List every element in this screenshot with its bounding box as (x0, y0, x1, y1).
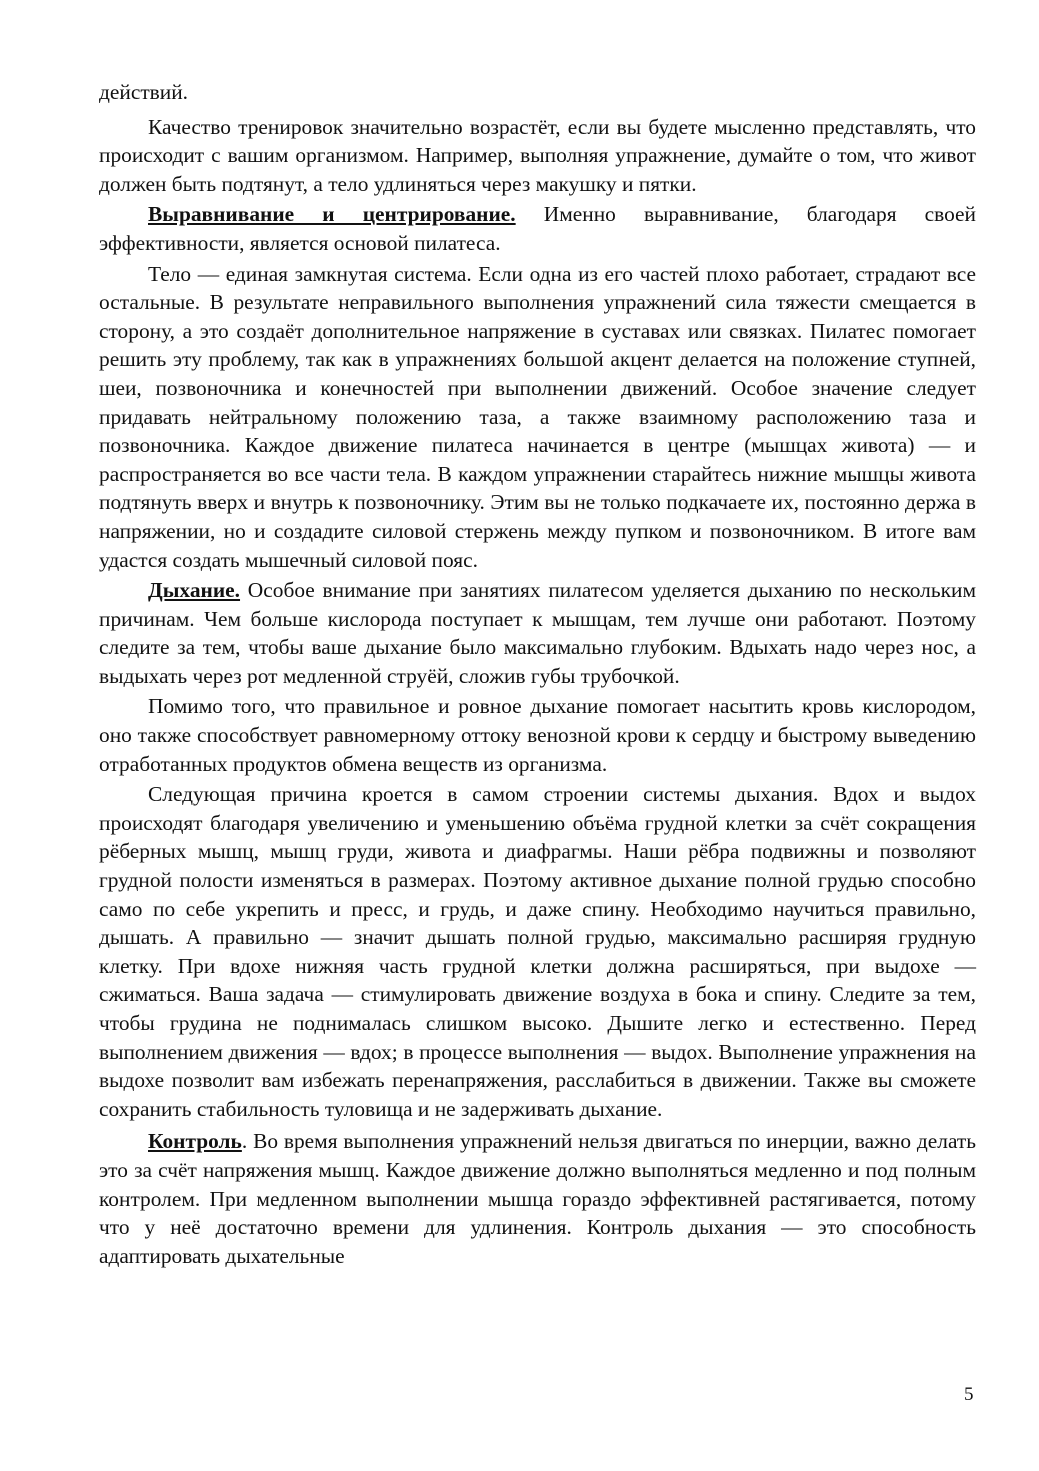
paragraph-text: Тело — единая замкнутая система. Если одна из его частей плохо работает, страдают все остальные. В результате неправильного выполнения упражнений сила тяжести смещается в сторону, а это создаёт дополнительное напряжение в суставах или связках. Пилатес помогает решить эту проблему, так как в упражнениях большой акцент делается на положение ступней, шеи, позвоночника и конечностей при выполнении движений. Особое значение следует придавать нейтральному положению таза, а также взаимному расположению таза и позвоночника. Каждое движение пилатеса начинается в центре (мышцах живота) — и распространяется во все части тела. В каждом упражнении старайтесь нижние мышцы живота подтянуть вверх и внутрь к позвоночнику. Этим вы не только подкачаете их, постоянно держа в напряжении, но и создадите силовой стержень между пупком и позвоночником. В итоге вам удастся создать мышечный силовой пояс. (99, 261, 976, 572)
paragraph-oxygen (99, 692, 976, 778)
paragraph-text: Именно выравнивание, благодаря своей эффективности, является основой пилатеса. (99, 202, 976, 255)
paragraph-text: Качество тренировок значительно возрастёт, если вы будете мысленно представлять, что происходит с вашим организмом. Например, выполняя упражнение, думайте о том, что живот должен быть подтянут, а тело удлиняться через макушку и пятки. (99, 114, 976, 196)
paragraph-control (99, 1127, 976, 1270)
section-heading-breathing: Дыхание. (148, 578, 241, 603)
paragraph-breathing-system (99, 780, 976, 1123)
section-heading-alignment: Выравнивание и центрирование. (148, 202, 516, 227)
paragraph-text: . Во время выполнения упражнений нельзя двигаться по инерции, важно делать это за счёт напряжения мышц. Каждое движение должно выполняться медленно и под полным контролем. При медленном выполнении мышца гораздо эффективней растягивается, потому что у неё достаточно времени для удлинения. Контроль дыхания — это способность адаптировать дыхательные (99, 1129, 976, 1268)
paragraph-text: Помимо того, что правильное и ровное дыхание помогает насытить кровь кислородом, оно также способствует равномерному оттоку венозной крови к сердцу и быстрому выведению отработанных продуктов обмена веществ из организма. (99, 694, 976, 776)
paragraph-text: действий. (99, 80, 189, 104)
paragraph-body-system (99, 260, 976, 575)
document-body (99, 78, 976, 1270)
paragraph-alignment (99, 200, 976, 257)
section-heading-control: Контроль (148, 1129, 242, 1154)
paragraph-continuation (99, 78, 976, 107)
paragraph-visualization (99, 113, 976, 199)
paragraph-text: Следующая причина кроется в самом строении системы дыхания. Вдох и выдох происходят благодаря увеличению и уменьшению объёма грудной клетки за счёт сокращения рёберных мышц, мышц груди, живота и диафрагмы. Наши рёбра подвижны и позволяют грудной полости изменяться в размерах. Поэтому активное дыхание полной грудью способно само по себе укрепить и пресс, и грудь, и даже спину. Необходимо научиться правильно, дышать. А правильно — значит дышать полной грудью, максимально расширяя грудную клетку. При вдохе нижняя часть грудной клетки должна расширяться, при выдохе — сжиматься. Ваша задача — стимулировать движение воздуха в бока и спину. Следите за тем, чтобы грудина не поднималась слишком высоко. Дышите легко и естественно. Перед выполнением движения — вдох; в процессе выполнения — выдох. Выполнение упражнения на выдохе позволит вам избежать перенапряжения, расслабиться в движении. Также вы сможете сохранить стабильность туловища и не задерживать дыхание. (99, 782, 976, 1121)
page-number: 5 (964, 1384, 974, 1405)
paragraph-text: Особое внимание при занятиях пилатесом уделяется дыханию по нескольким причинам. Чем больше кислорода поступает к мышцам, тем лучше они работают. Поэтому следите за тем, чтобы ваше дыхание было максимально глубоким. Вдыхать надо через нос, а выдыхать через рот медленной струёй, сложив губы трубочкой. (99, 578, 976, 688)
paragraph-breathing (99, 576, 976, 690)
